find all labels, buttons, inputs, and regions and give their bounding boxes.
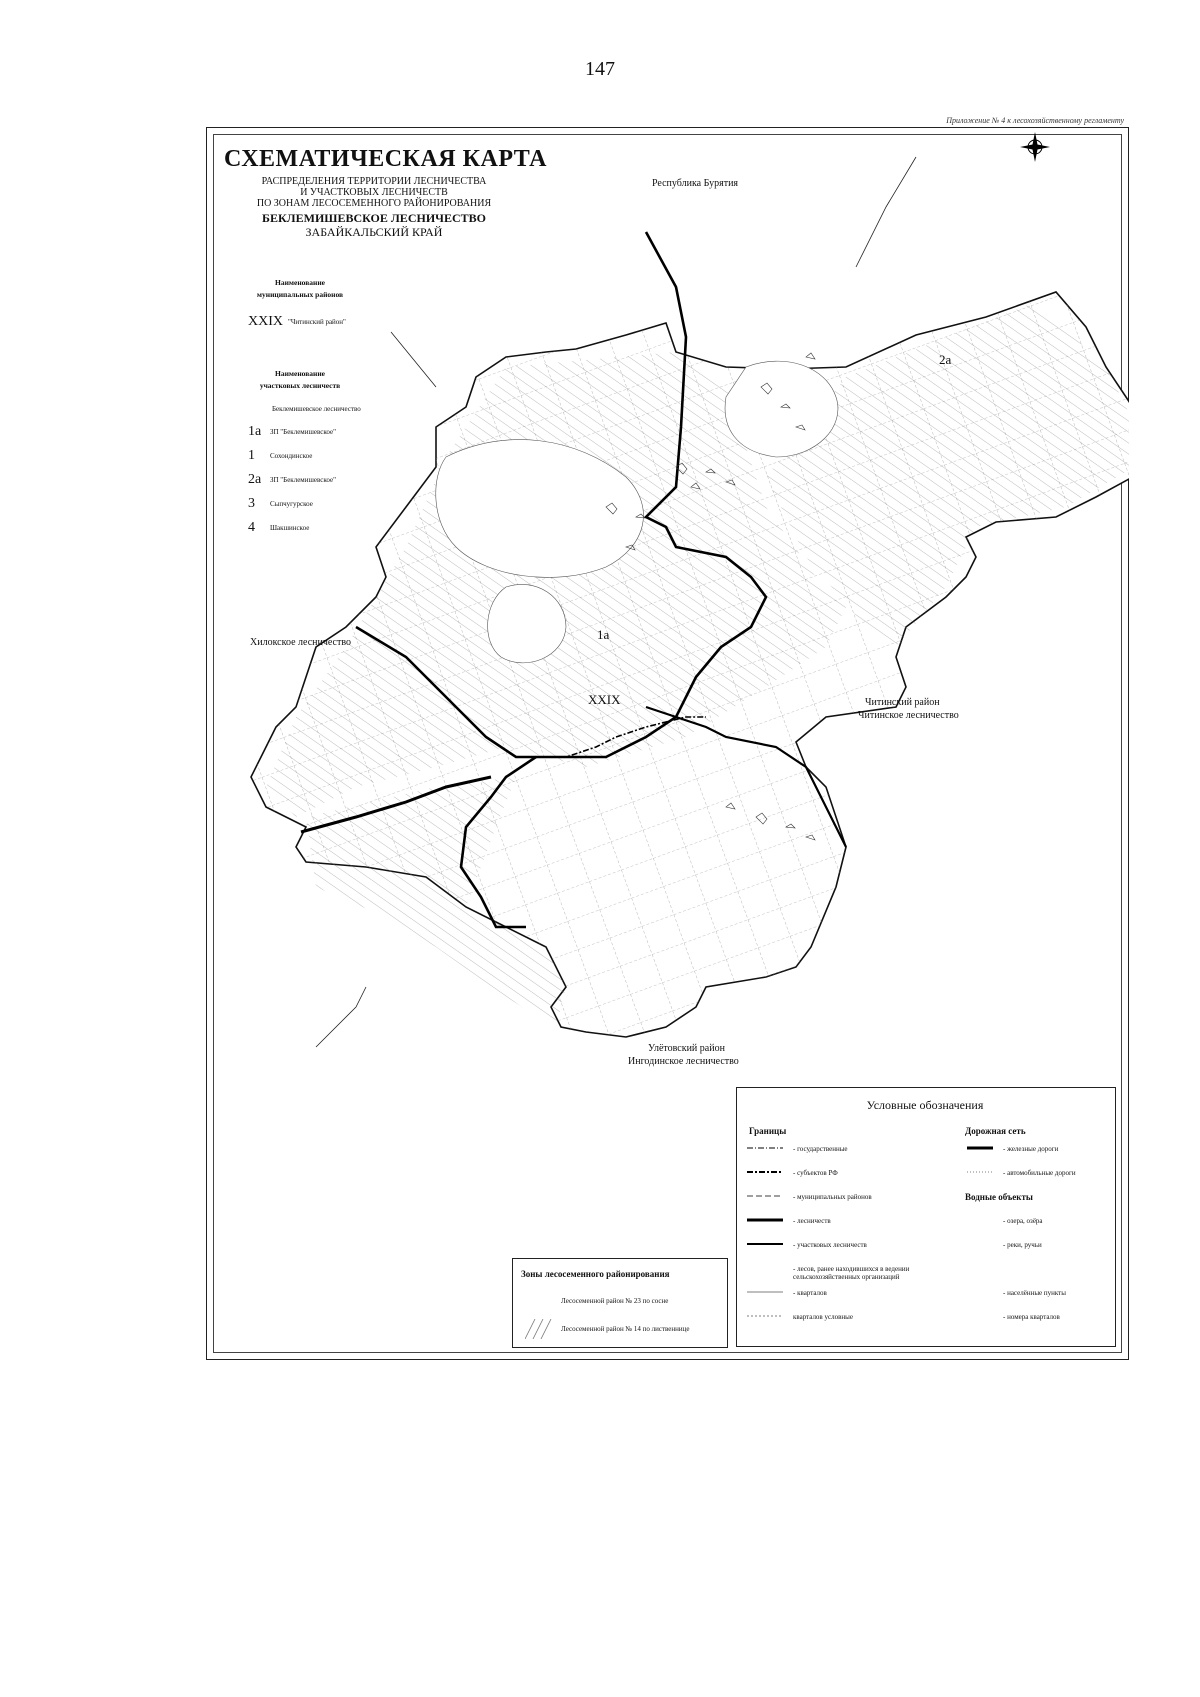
legend-boundary-item: - муниципальных районов <box>793 1193 872 1201</box>
district-name: Шакшинское <box>270 524 310 532</box>
legend-water-item: - населённые пункты <box>1003 1289 1066 1297</box>
appendix-note: Приложение № 4 к лесохозяйственному регламенту <box>946 116 1124 125</box>
municipal-legend-heading: Наименование <box>275 278 325 287</box>
legend-water-item: - номера кварталов <box>1003 1313 1060 1321</box>
road-line-samples <box>967 1142 997 1182</box>
map-subtitle-line: РАСПРЕДЕЛЕНИЯ ТЕРРИТОРИИ ЛЕСНИЧЕСТВА <box>261 176 487 187</box>
legend-title: Условные обозначения <box>866 1098 984 1112</box>
district-legend-heading: участковых лесничеств <box>259 381 341 390</box>
label-ulyotov-district: Улётовский район <box>648 1043 725 1054</box>
legend-water-heading: Водные объекты <box>965 1192 1033 1202</box>
district-name: ЗП "Беклемишевское" <box>270 428 336 436</box>
district-name: ЗП "Беклемишевское" <box>270 476 336 484</box>
legend-boundary-item: - участковых лесничеств <box>793 1241 867 1249</box>
page-number: 147 <box>585 58 615 80</box>
label-municipal-xxix: XXIX <box>588 692 621 707</box>
district-code: 3 <box>248 496 255 511</box>
district-legend-item <box>248 424 336 440</box>
legend-boundary-item: - кварталов <box>793 1289 827 1297</box>
label-district-1a: 1а <box>597 627 610 642</box>
label-chita-district: Читинский район <box>865 697 940 708</box>
municipal-name: "Читинский район" <box>288 318 346 326</box>
legend-road-item: - железные дороги <box>1003 1145 1059 1153</box>
district-legend-item <box>248 496 313 512</box>
municipal-legend-heading: муниципальных районов <box>256 290 344 299</box>
map-subtitle-line: ПО ЗОНАМ ЛЕСОСЕМЕННОГО РАЙОНИРОВАНИЯ <box>256 198 492 209</box>
district-code: 1а <box>248 424 262 439</box>
legend-boundary-item: - лесов, ранее находившихся в ведении сельскохозяйственных организаций <box>793 1265 910 1281</box>
map-subtitle-line: И УЧАСТКОВЫХ ЛЕСНИЧЕСТВ <box>300 187 448 198</box>
legend-boundary-item: - государственные <box>793 1145 848 1153</box>
legend-boundary-item: - лесничеств <box>793 1217 831 1225</box>
district-legend-note: Беклемишевское лесничество <box>272 405 361 413</box>
zones-legend-box <box>512 1258 728 1348</box>
zone-14-swatch <box>525 1319 553 1339</box>
outer-leader-line <box>856 157 916 267</box>
label-chita-forestry: Читинское лесничество <box>858 710 959 721</box>
outer-leader-line <box>391 332 436 387</box>
compass-north-arrow-icon <box>1020 132 1050 162</box>
municipal-legend-item <box>248 314 346 330</box>
legend-water-item: - реки, ручьи <box>1003 1241 1042 1249</box>
legend-roads-heading: Дорожная сеть <box>965 1126 1026 1136</box>
district-code: 4 <box>248 520 255 535</box>
legend-road-item: - автомобильные дороги <box>1003 1169 1076 1177</box>
legend-boundaries-heading: Границы <box>749 1126 787 1136</box>
district-legend-item <box>248 520 309 536</box>
map-title: СХЕМАТИЧЕСКАЯ КАРТА <box>224 146 547 172</box>
municipal-code: XXIX <box>248 314 283 329</box>
label-buryatia: Республика Бурятия <box>652 178 739 189</box>
legend-water-item: - озера, озёра <box>1003 1217 1043 1225</box>
zone-14-label: Лесосеменной район № 14 по лиственнице <box>561 1325 690 1333</box>
zone-23-label: Лесосеменной район № 23 по сосне <box>561 1297 669 1305</box>
district-legend-item <box>248 448 312 464</box>
label-ingoda-forestry: Ингодинское лесничество <box>628 1056 739 1067</box>
label-district-2a: 2а <box>939 352 952 367</box>
label-khilok-forestry: Хилокское лесничество <box>250 637 352 648</box>
boundary-line-samples <box>747 1142 787 1338</box>
zones-legend-title: Зоны лесосеменного районирования <box>521 1269 670 1279</box>
district-name: Сыпчугурское <box>270 500 313 508</box>
district-code: 1 <box>248 448 255 463</box>
district-name: Сохондинское <box>270 452 313 460</box>
district-legend-heading: Наименование <box>275 369 325 378</box>
district-legend-item <box>248 472 336 488</box>
district-code: 2а <box>248 472 262 487</box>
legend-boundary-item: кварталов условные <box>793 1313 853 1321</box>
region-name: ЗАБАЙКАЛЬСКИЙ КРАЙ <box>305 225 443 239</box>
forestry-name: БЕКЛЕМИШЕВСКОЕ ЛЕСНИЧЕСТВО <box>262 211 486 225</box>
outer-leader-line <box>316 987 366 1047</box>
zone-23-swatch <box>529 1295 551 1307</box>
legend-boundary-item: - субъектов РФ <box>793 1169 838 1177</box>
legend-box <box>736 1087 1116 1347</box>
